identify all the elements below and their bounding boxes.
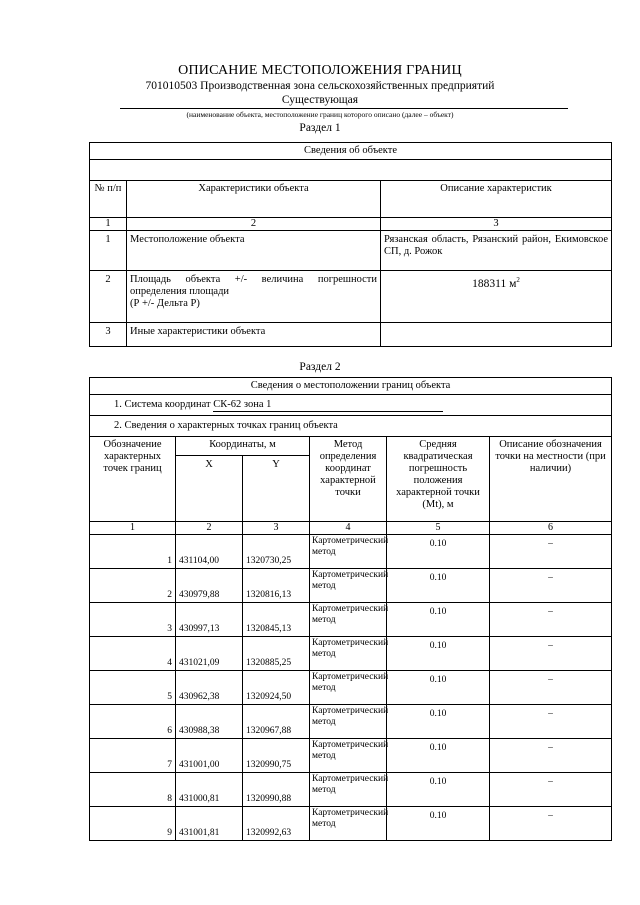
object-row-other xyxy=(90,323,612,347)
table-row xyxy=(90,705,612,739)
point-description: – xyxy=(490,671,612,705)
point-x: 431001,81 xyxy=(176,807,243,841)
point-x: 430979,88 xyxy=(176,569,243,603)
points-table-title: Сведения о местоположении границ объекта xyxy=(90,378,612,395)
object-table-colnum-row xyxy=(90,218,612,231)
point-y: 1320845,13 xyxy=(243,603,310,637)
points-label-row xyxy=(90,416,612,437)
point-number: 6 xyxy=(90,705,176,739)
point-description: – xyxy=(490,807,612,841)
col-header-method: Метод определения координат характерной точки xyxy=(310,437,387,522)
area-unit-power: 2 xyxy=(516,276,520,284)
object-table-header-row xyxy=(90,181,612,218)
point-y: 1320730,25 xyxy=(243,535,310,569)
area-label-formula: (Р +/- Дельта Р) xyxy=(130,298,200,309)
section1-label: Раздел 1 xyxy=(299,122,341,134)
points-body xyxy=(90,535,612,841)
point-description: – xyxy=(490,535,612,569)
point-x: 430962,38 xyxy=(176,671,243,705)
point-method: Картометрический метод xyxy=(310,569,387,603)
col-header-number: № п/п xyxy=(90,181,127,218)
row-value xyxy=(381,323,612,347)
point-number: 8 xyxy=(90,773,176,807)
col-number: 5 xyxy=(387,522,490,535)
col-header-x: X xyxy=(176,456,243,522)
point-number: 5 xyxy=(90,671,176,705)
points-colnum-row xyxy=(90,522,612,535)
point-number: 2 xyxy=(90,569,176,603)
col-header-designation: Обозначение характерных точек границ xyxy=(90,437,176,522)
table-row xyxy=(90,637,612,671)
title-underline xyxy=(120,108,568,109)
point-method: Картометрический метод xyxy=(310,705,387,739)
col-number: 2 xyxy=(176,522,243,535)
table-row xyxy=(90,535,612,569)
points-label-cell: 2. Сведения о характерных точках границ объекта xyxy=(90,416,612,437)
row-characteristic: Иные характеристики объекта xyxy=(127,323,381,347)
point-precision: 0.10 xyxy=(387,739,490,773)
row-value: Рязанская область, Рязанский район, Екимовское СП, д. Рожок xyxy=(381,231,612,271)
point-precision: 0.10 xyxy=(387,535,490,569)
col-number: 3 xyxy=(381,218,612,231)
col-header-precision: Средняя квадратическая погрешность положения характерной точки (Mt), м xyxy=(387,437,490,522)
point-y: 1320816,13 xyxy=(243,569,310,603)
point-method: Картометрический метод xyxy=(310,671,387,705)
point-method: Картометрический метод xyxy=(310,739,387,773)
table-row xyxy=(90,739,612,773)
col-header-y: Y xyxy=(243,456,310,522)
point-x: 431104,00 xyxy=(176,535,243,569)
coord-system-label: 1. Система координат xyxy=(114,398,211,410)
point-number: 9 xyxy=(90,807,176,841)
col-number: 3 xyxy=(243,522,310,535)
row-value xyxy=(381,271,612,323)
object-note: (наименование объекта, местоположение границ которого описано (далее – объект) xyxy=(186,110,454,119)
point-precision: 0.10 xyxy=(387,637,490,671)
spacer-cell xyxy=(90,160,612,181)
col-header-description: Описание обозначения точки на местности (при наличии) xyxy=(490,437,612,522)
object-table-title-row xyxy=(90,143,612,160)
point-precision: 0.10 xyxy=(387,705,490,739)
point-y: 1320924,50 xyxy=(243,671,310,705)
point-description: – xyxy=(490,637,612,671)
row-number: 1 xyxy=(90,231,127,271)
point-precision: 0.10 xyxy=(387,603,490,637)
point-number: 7 xyxy=(90,739,176,773)
point-method: Картометрический метод xyxy=(310,773,387,807)
col-header-characteristic: Характеристики объекта xyxy=(127,181,381,218)
point-method: Картометрический метод xyxy=(310,603,387,637)
object-table-spacer-row xyxy=(90,160,612,181)
col-number: 1 xyxy=(90,218,127,231)
point-precision: 0.10 xyxy=(387,773,490,807)
col-header-coords: Координаты, м xyxy=(176,437,310,456)
section2-label: Раздел 2 xyxy=(299,361,341,373)
object-info-table xyxy=(89,142,612,347)
col-number: 2 xyxy=(127,218,381,231)
point-description: – xyxy=(490,569,612,603)
point-y: 1320992,63 xyxy=(243,807,310,841)
col-number: 4 xyxy=(310,522,387,535)
point-number: 3 xyxy=(90,603,176,637)
document-title: ОПИСАНИЕ МЕСТОПОЛОЖЕНИЯ ГРАНИЦ xyxy=(178,63,462,78)
point-y: 1320885,25 xyxy=(243,637,310,671)
col-header-description: Описание характеристик xyxy=(381,181,612,218)
point-number: 4 xyxy=(90,637,176,671)
coord-system-row xyxy=(90,395,612,416)
coord-system-cell xyxy=(90,395,612,416)
point-precision: 0.10 xyxy=(387,569,490,603)
object-table-title: Сведения об объекте xyxy=(90,143,612,160)
point-x: 431021,09 xyxy=(176,637,243,671)
row-characteristic: Местоположение объекта xyxy=(127,231,381,271)
point-y: 1320990,75 xyxy=(243,739,310,773)
row-characteristic xyxy=(127,271,381,323)
table-row xyxy=(90,671,612,705)
table-row xyxy=(90,807,612,841)
table-row xyxy=(90,603,612,637)
point-description: – xyxy=(490,739,612,773)
area-label: Площадь объекта +/- величина погрешности определения площади xyxy=(130,274,377,297)
point-method: Картометрический метод xyxy=(310,637,387,671)
boundary-points-table xyxy=(89,377,612,841)
point-y: 1320967,88 xyxy=(243,705,310,739)
row-number: 2 xyxy=(90,271,127,323)
point-method: Картометрический метод xyxy=(310,807,387,841)
point-x: 431001,00 xyxy=(176,739,243,773)
point-precision: 0.10 xyxy=(387,807,490,841)
point-description: – xyxy=(490,705,612,739)
point-description: – xyxy=(490,773,612,807)
point-description: – xyxy=(490,603,612,637)
col-number: 1 xyxy=(90,522,176,535)
point-precision: 0.10 xyxy=(387,671,490,705)
object-row-location xyxy=(90,231,612,271)
document-state: Существующая xyxy=(281,94,359,106)
points-header-row xyxy=(90,437,612,456)
coord-system-value: СК-62 зона 1 xyxy=(213,399,443,412)
table-row xyxy=(90,569,612,603)
document-subtitle: 701010503 Производственная зона сельскохозяйственных предприятий xyxy=(145,80,495,92)
point-number: 1 xyxy=(90,535,176,569)
table-row xyxy=(90,773,612,807)
point-method: Картометрический метод xyxy=(310,535,387,569)
row-number: 3 xyxy=(90,323,127,347)
point-x: 431000,81 xyxy=(176,773,243,807)
point-x: 430997,13 xyxy=(176,603,243,637)
point-x: 430988,38 xyxy=(176,705,243,739)
point-y: 1320990,88 xyxy=(243,773,310,807)
points-table-title-row xyxy=(90,378,612,395)
area-value: 188311 м xyxy=(472,277,517,290)
object-row-area xyxy=(90,271,612,323)
col-number: 6 xyxy=(490,522,612,535)
